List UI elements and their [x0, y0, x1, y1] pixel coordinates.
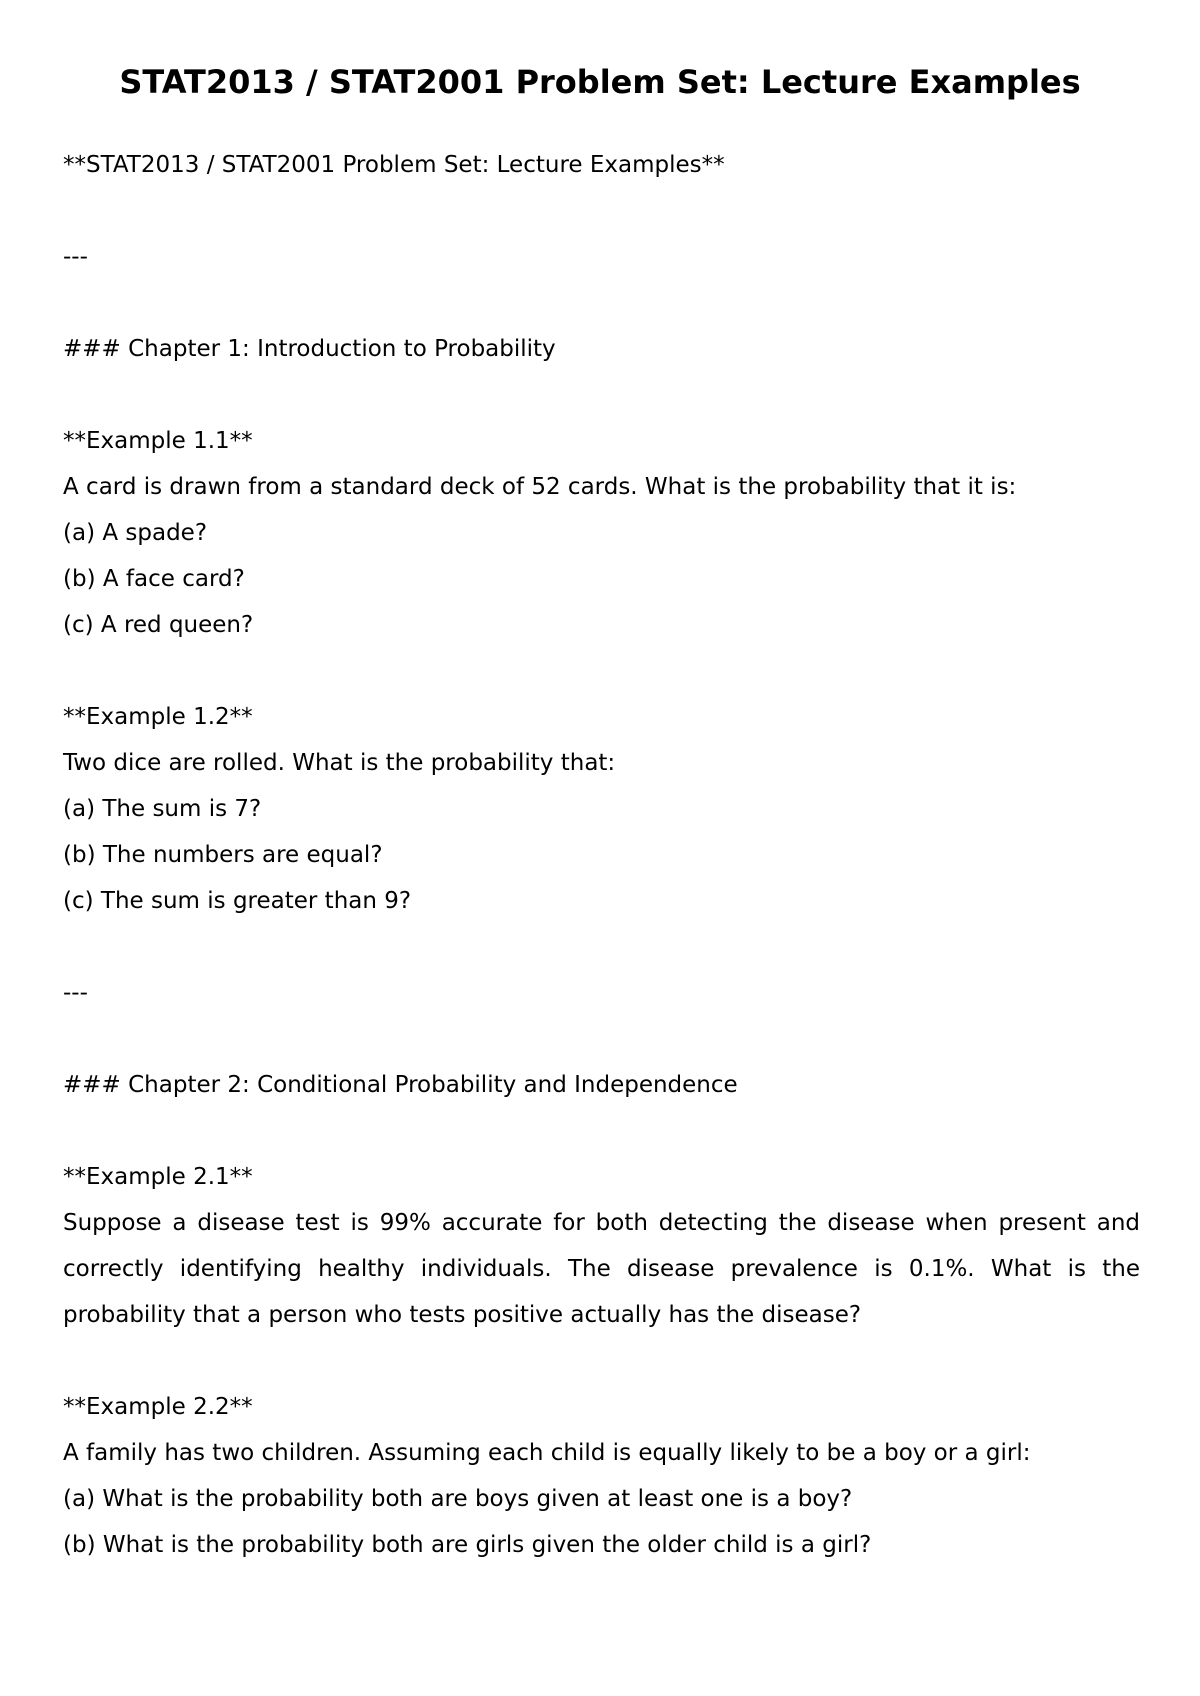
example-1-1-label: **Example 1.1**: [63, 428, 253, 454]
example-1-1-item-a: (a) A spade?: [63, 520, 208, 546]
header-line: **STAT2013 / STAT2001 Problem Set: Lecture Examples**: [63, 152, 725, 178]
chapter-1-heading: ### Chapter 1: Introduction to Probability: [63, 336, 556, 362]
example-1-2-prompt: Two dice are rolled. What is the probability that:: [63, 750, 616, 776]
document-body: [63, 142, 1140, 1568]
example-2-2-item-b: (b) What is the probability both are girls given the older child is a girl?: [63, 1532, 872, 1558]
example-1-1-prompt: A card is drawn from a standard deck of 52 cards. What is the probability that it is:: [63, 474, 1017, 500]
blank-line: [63, 1108, 1140, 1154]
separator: ---: [63, 980, 88, 1006]
example-1-2-item-a: (a) The sum is 7?: [63, 796, 262, 822]
blank-line: [63, 280, 1140, 326]
blank-line: [63, 648, 1140, 694]
example-1-2-label: **Example 1.2**: [63, 704, 253, 730]
example-1-1-item-c: (c) A red queen?: [63, 612, 254, 638]
example-2-1-label: **Example 2.1**: [63, 1164, 253, 1190]
example-2-2-label: **Example 2.2**: [63, 1394, 253, 1420]
example-1-2-item-c: (c) The sum is greater than 9?: [63, 888, 412, 914]
blank-line: [63, 1016, 1140, 1062]
document-title: STAT2013 / STAT2001 Problem Set: Lecture Examples: [119, 63, 1081, 101]
example-1-1-item-b: (b) A face card?: [63, 566, 245, 592]
blank-line: [63, 1338, 1140, 1384]
separator: ---: [63, 244, 88, 270]
blank-line: [63, 188, 1140, 234]
blank-line: [63, 372, 1140, 418]
example-1-2-item-b: (b) The numbers are equal?: [63, 842, 383, 868]
example-2-2-prompt: A family has two children. Assuming each child is equally likely to be a boy or a girl:: [63, 1440, 1031, 1466]
chapter-2-heading: ### Chapter 2: Conditional Probability and Independence: [63, 1072, 738, 1098]
example-2-2-item-a: (a) What is the probability both are boys given at least one is a boy?: [63, 1486, 853, 1512]
blank-line: [63, 924, 1140, 970]
example-2-1-prompt: Suppose a disease test is 99% accurate for both detecting the disease when present and correctly identifying healthy individuals. The disease prevalence is 0.1%. What is the probability that a person who tests positive actually has the disease?: [63, 1210, 1140, 1328]
